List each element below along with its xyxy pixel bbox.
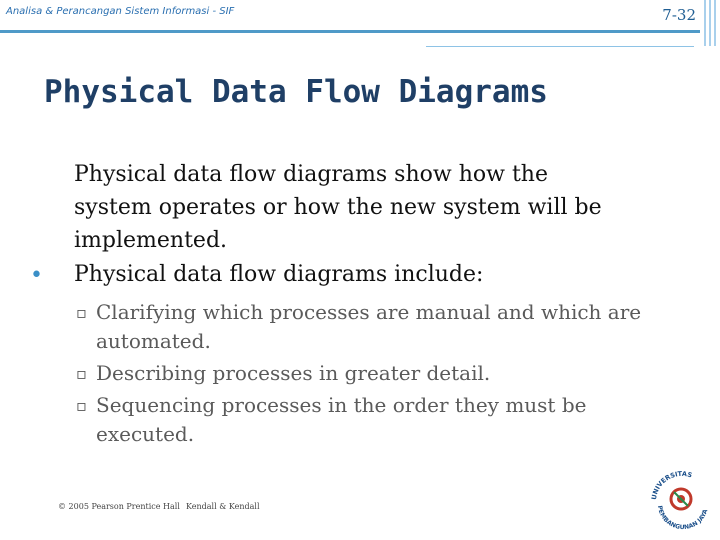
university-seal-icon <box>646 462 716 532</box>
sub-item-line: Sequencing processes in the order they must be <box>96 393 587 417</box>
sub-item-line: Clarifying which processes are manual and which are <box>96 300 642 324</box>
footer-authors: Kendall & Kendall <box>186 502 260 511</box>
page-number: 7-32 <box>662 6 696 24</box>
bullet-text: Physical data flow diagrams include: <box>74 262 484 287</box>
intro-line: system operates or how the new system will be <box>74 195 602 220</box>
bullet-icon: • <box>30 263 43 288</box>
sub-item-line: executed. <box>96 422 195 446</box>
svg-text:UNIVERSITAS: UNIVERSITAS <box>649 469 694 501</box>
sub-bullet-icon: ▫ <box>76 364 87 383</box>
sub-item-line: automated. <box>96 329 211 353</box>
slide-title: Physical Data Flow Diagrams <box>44 74 548 110</box>
header-decoration <box>702 0 720 46</box>
sub-bullet-icon: ▫ <box>76 396 87 415</box>
course-name: Analisa & Perancangan Sistem Informasi - SIF <box>6 6 235 17</box>
header-accent-line <box>426 32 694 47</box>
intro-line: Physical data flow diagrams show how the <box>74 162 548 187</box>
footer-copyright: © 2005 Pearson Prentice Hall <box>58 502 180 511</box>
svg-text:PEMBANGUNAN JAYA: PEMBANGUNAN JAYA <box>655 505 710 532</box>
sub-bullet-icon: ▫ <box>76 303 87 322</box>
intro-line: implemented. <box>74 228 228 253</box>
sub-item-line: Describing processes in greater detail. <box>96 361 491 385</box>
